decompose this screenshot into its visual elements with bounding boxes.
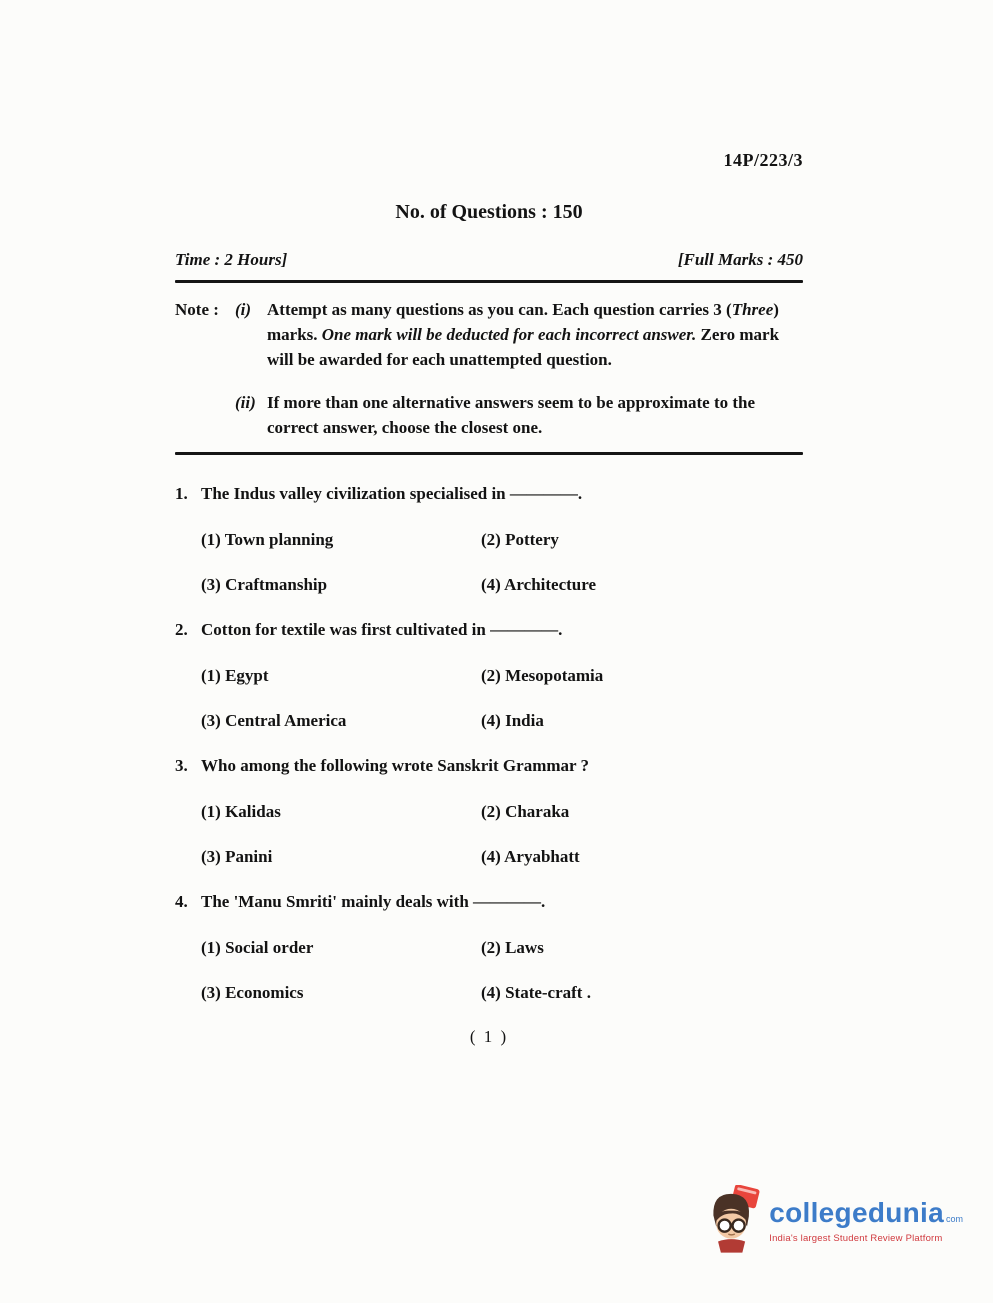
note-item-ii <box>175 390 803 440</box>
divider-bottom <box>175 452 803 455</box>
option-4: (4) State-craft . <box>481 983 591 1002</box>
brand-tld: com <box>945 1213 963 1224</box>
questions-count-title: No. of Questions : 150 <box>395 201 583 223</box>
divider-top <box>175 280 803 283</box>
note-label: Note : <box>175 300 219 319</box>
option-1: (1) Town planning <box>201 530 334 549</box>
option-4: (4) Architecture <box>481 575 597 594</box>
options-grid <box>175 529 803 596</box>
note-i-label: (i) <box>235 300 252 319</box>
note-text-segment: ) marks. <box>267 300 779 344</box>
question-2 <box>175 619 803 732</box>
options-grid <box>175 801 803 868</box>
note-ii-text: If more than one alternative answers seem to be approximate to the correct answer, choose the closest one. <box>267 393 756 437</box>
questions-list <box>175 483 803 1004</box>
note-ii-label: (ii) <box>235 393 256 412</box>
question-number: 4. <box>175 892 188 911</box>
option-2: (2) Laws <box>481 938 544 957</box>
time-allowed: Time : 2 Hours] <box>175 250 288 269</box>
brand-name: collegedunia <box>769 1196 944 1228</box>
option-1: (1) Kalidas <box>201 802 281 821</box>
note-text-segment: mark will be awarded for each unattempted question. <box>267 325 780 369</box>
option-1: (1) Social order <box>201 938 314 957</box>
question-number: 3. <box>175 756 188 775</box>
question-text: Who among the following wrote Sanskrit Grammar ? <box>201 756 590 775</box>
full-marks: [Full Marks : 450 <box>677 250 803 269</box>
option-3: (3) Central America <box>201 711 347 730</box>
brand-tagline: India's largest Student Review Platform <box>769 1232 943 1244</box>
option-3: (3) Craftmanship <box>201 575 328 594</box>
question-number: 2. <box>175 620 188 639</box>
question-1 <box>175 483 803 596</box>
note-text-segment: Zero <box>700 325 736 344</box>
page-number: ( 1 ) <box>469 1027 509 1046</box>
note-i-text <box>267 297 803 372</box>
option-3: (3) Economics <box>201 983 304 1002</box>
question-3 <box>175 755 803 868</box>
option-1: (1) Egypt <box>201 666 269 685</box>
option-3: (3) Panini <box>201 847 273 866</box>
page-content <box>175 150 803 1047</box>
option-4: (4) India <box>481 711 544 730</box>
note-block <box>175 297 803 440</box>
question-4 <box>175 891 803 1004</box>
option-2: (2) Charaka <box>481 802 570 821</box>
note-text-segment: Three <box>731 300 774 319</box>
option-2: (2) Pottery <box>481 530 559 549</box>
note-text-segment: One mark will be deducted for each incorrect answer. <box>321 325 697 344</box>
collegedunia-logo <box>705 1185 963 1255</box>
question-number: 1. <box>175 484 188 503</box>
note-text-segment: Attempt as many questions as you can. Each question carries 3 ( <box>267 300 732 319</box>
option-2: (2) Mesopotamia <box>481 666 604 685</box>
note-label-spacer <box>175 390 235 440</box>
options-grid <box>175 937 803 1004</box>
question-text: The 'Manu Smriti' mainly deals with ————. <box>201 892 546 911</box>
options-grid <box>175 665 803 732</box>
option-4: (4) Aryabhatt <box>481 847 580 866</box>
question-text: The Indus valley civilization specialised in ————. <box>201 484 583 503</box>
brand-text <box>769 1197 963 1244</box>
paper-code: 14P/223/3 <box>723 150 803 170</box>
time-marks-row <box>175 250 803 270</box>
note-item-i <box>175 297 803 372</box>
question-text: Cotton for textile was first cultivated in ————. <box>201 620 563 639</box>
mascot-icon <box>705 1185 761 1255</box>
